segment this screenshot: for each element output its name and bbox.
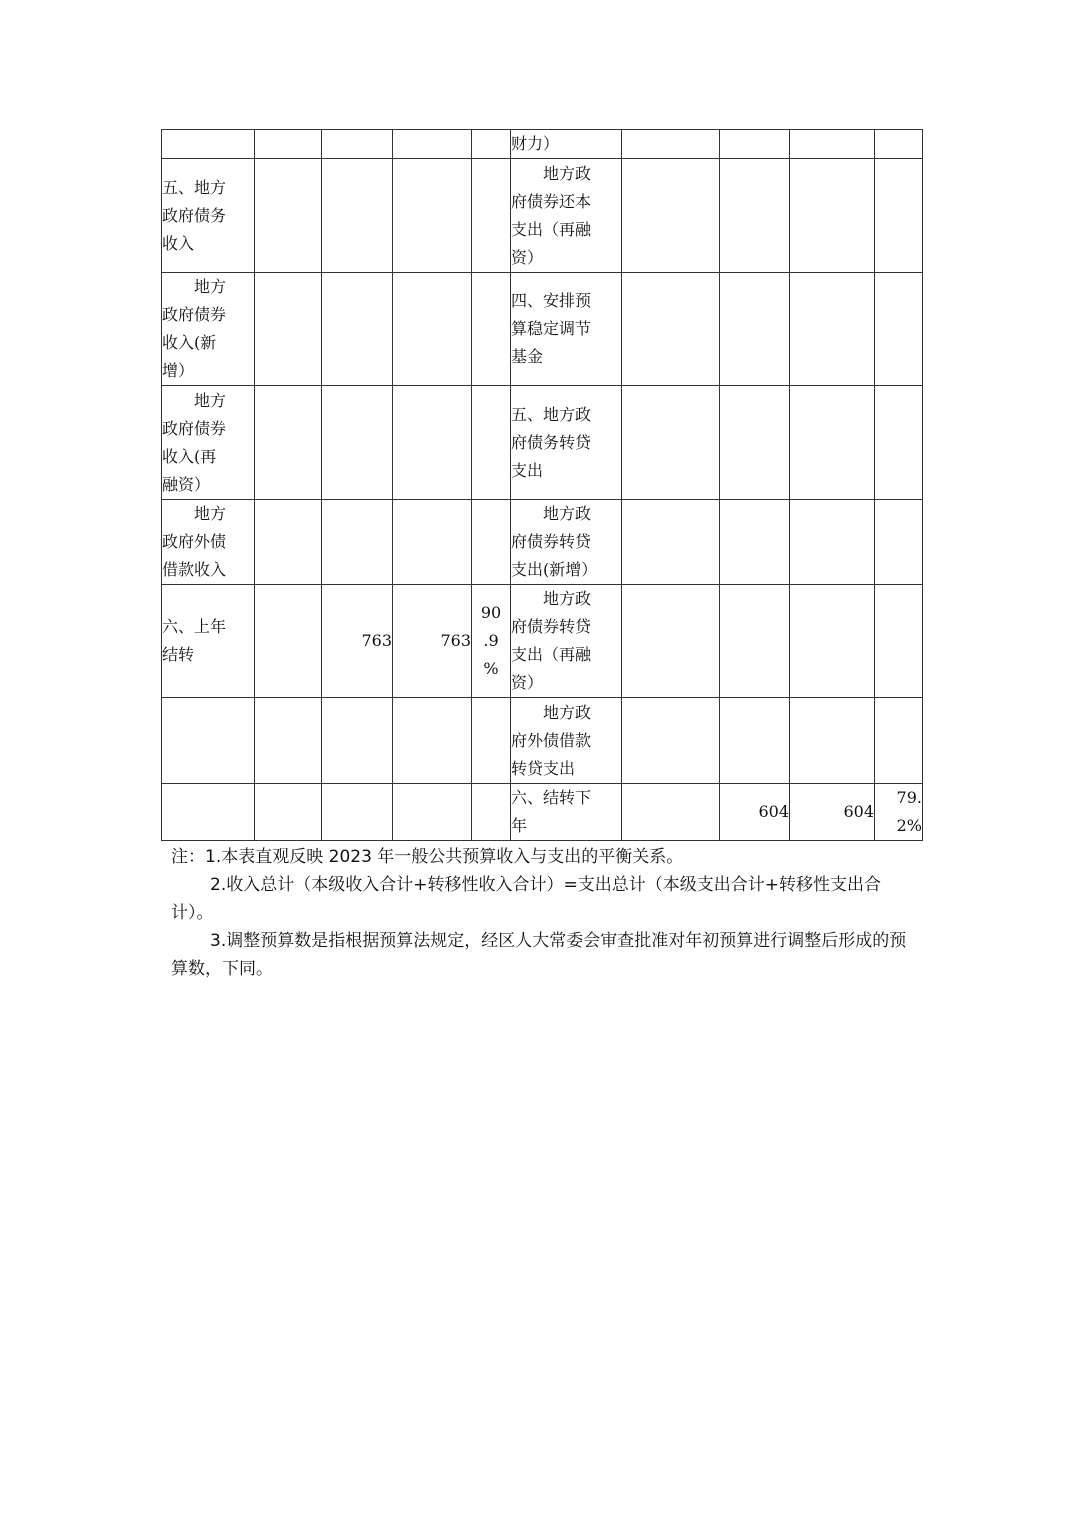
income-actual-cell	[393, 273, 472, 386]
income-actual-cell	[393, 159, 472, 273]
expense-actual-cell	[790, 784, 875, 841]
blank-cell	[255, 500, 322, 585]
income-item-cell	[162, 159, 255, 273]
income-item-cell	[162, 273, 255, 386]
income-percent-cell	[472, 130, 511, 159]
income-budget-cell	[322, 784, 393, 841]
blank-cell	[622, 784, 720, 841]
expense-item-cell-text: 六、结转下 年	[511, 788, 592, 835]
blank-cell	[622, 386, 720, 500]
income-item-cell	[162, 386, 255, 500]
blank-cell	[255, 273, 322, 386]
expense-percent-cell	[875, 500, 923, 585]
expense-item-cell	[511, 386, 622, 500]
expense-percent-cell-text: 79. 2%	[896, 788, 922, 835]
blank-cell	[622, 585, 720, 698]
income-item-cell-text: 六、上年 结转	[162, 617, 227, 664]
income-budget-cell	[322, 386, 393, 500]
expense-actual-cell	[790, 273, 875, 386]
blank-cell	[622, 130, 720, 159]
expense-percent-cell	[875, 698, 923, 784]
income-percent-cell	[472, 784, 511, 841]
note-line-1: 注：1.本表直观反映 2023 年一般公共预算收入与支出的平衡关系。	[171, 847, 684, 867]
income-percent-cell-text: 90 .9 %	[480, 603, 502, 678]
income-percent-cell	[472, 386, 511, 500]
blank-cell	[255, 585, 322, 698]
income-percent-cell	[472, 500, 511, 585]
income-actual-cell	[393, 698, 472, 784]
table-row	[162, 784, 923, 841]
expense-actual-cell	[790, 698, 875, 784]
table-row	[162, 159, 923, 273]
blank-cell	[255, 386, 322, 500]
expense-actual-cell	[790, 159, 875, 273]
table-row	[162, 386, 923, 500]
expense-actual-cell	[790, 500, 875, 585]
blank-cell	[622, 500, 720, 585]
expense-actual-cell-text: 604	[843, 802, 874, 821]
income-budget-cell	[322, 159, 393, 273]
expense-item-cell	[511, 130, 622, 159]
expense-actual-cell	[790, 130, 875, 159]
table-row	[162, 585, 923, 698]
expense-percent-cell	[875, 159, 923, 273]
expense-budget-cell-text: 604	[758, 802, 789, 821]
income-budget-cell	[322, 698, 393, 784]
expense-item-cell-text: 四、安排预 算稳定调节 基金	[511, 291, 592, 366]
income-percent-cell	[472, 273, 511, 386]
expense-budget-cell	[720, 698, 790, 784]
budget-balance-table	[161, 129, 923, 841]
income-budget-cell	[322, 130, 393, 159]
blank-cell	[255, 159, 322, 273]
expense-item-cell-text: 五、地方政 府债务转贷 支出	[511, 404, 592, 480]
income-percent-cell	[472, 159, 511, 273]
income-percent-cell	[472, 698, 511, 784]
expense-item-cell	[511, 159, 622, 273]
expense-budget-cell	[720, 500, 790, 585]
table-notes	[171, 843, 916, 983]
table-row	[162, 130, 923, 159]
blank-cell	[622, 698, 720, 784]
expense-item-cell	[511, 500, 622, 585]
expense-item-cell-text: 地方政 府债券转贷 支出(新增）	[511, 504, 598, 579]
expense-actual-cell	[790, 386, 875, 500]
expense-budget-cell	[720, 784, 790, 841]
income-item-cell	[162, 500, 255, 585]
blank-cell	[622, 159, 720, 273]
blank-cell	[255, 784, 322, 841]
income-item-cell-text: 五、地方 政府债务 收入	[162, 177, 227, 253]
income-actual-cell	[393, 500, 472, 585]
income-item-cell	[162, 130, 255, 159]
expense-budget-cell	[720, 159, 790, 273]
expense-item-cell	[511, 784, 622, 841]
note-line-3: 3.调整预算数是指根据预算法规定，经区人大常委会审查批准对年初预算进行调整后形成的预算数，下同。	[171, 931, 907, 979]
income-actual-cell	[393, 784, 472, 841]
expense-item-cell	[511, 585, 622, 698]
expense-item-cell-text: 地方政 府外债借款 转贷支出	[511, 702, 592, 778]
expense-actual-cell	[790, 585, 875, 698]
expense-item-cell-text: 地方政 府债券转贷 支出（再融 资）	[511, 589, 592, 692]
expense-budget-cell	[720, 386, 790, 500]
income-actual-cell-text: 763	[440, 631, 471, 650]
table-row	[162, 500, 923, 585]
blank-cell	[255, 698, 322, 784]
expense-budget-cell	[720, 273, 790, 386]
note-line-2: 2.收入总计（本级收入合计+转移性收入合计）=支出总计（本级支出合计+转移性支出合计）。	[171, 875, 881, 923]
expense-item-cell	[511, 698, 622, 784]
table-row	[162, 273, 923, 386]
income-percent-cell	[472, 585, 511, 698]
income-item-cell	[162, 585, 255, 698]
blank-cell	[622, 273, 720, 386]
income-budget-cell	[322, 273, 393, 386]
expense-percent-cell	[875, 585, 923, 698]
expense-percent-cell	[875, 273, 923, 386]
expense-item-cell-text: 财力）	[511, 134, 560, 153]
income-item-cell-text: 地方 政府债券 收入(再 融资）	[162, 390, 227, 494]
expense-item-cell	[511, 273, 622, 386]
blank-cell	[255, 130, 322, 159]
table-row	[162, 698, 923, 784]
income-item-cell-text: 地方 政府债券 收入(新 增）	[162, 277, 227, 380]
income-actual-cell	[393, 130, 472, 159]
expense-item-cell-text: 地方政 府债券还本 支出（再融 资）	[511, 163, 592, 267]
expense-budget-cell	[720, 585, 790, 698]
income-item-cell-text: 地方 政府外债 借款收入	[162, 504, 227, 579]
income-budget-cell	[322, 500, 393, 585]
expense-percent-cell	[875, 130, 923, 159]
income-item-cell	[162, 784, 255, 841]
income-budget-cell-text: 763	[361, 631, 392, 650]
income-item-cell	[162, 698, 255, 784]
income-actual-cell	[393, 585, 472, 698]
expense-percent-cell	[875, 386, 923, 500]
expense-percent-cell	[875, 784, 923, 841]
income-actual-cell	[393, 386, 472, 500]
expense-budget-cell	[720, 130, 790, 159]
income-budget-cell	[322, 585, 393, 698]
